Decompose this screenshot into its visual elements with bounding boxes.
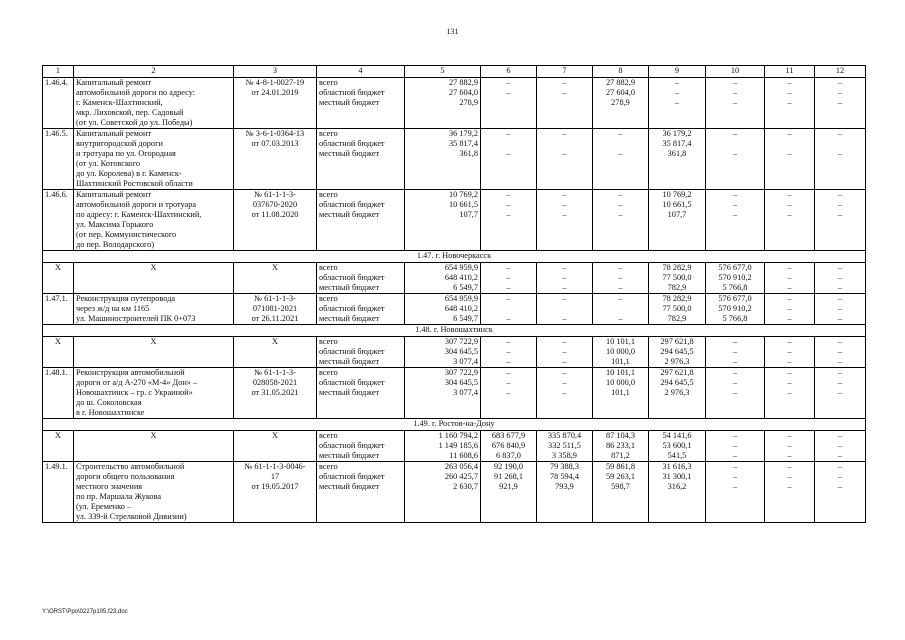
col-7: 79 388,3 78 594,4 793,9 [537,462,593,523]
col-5: 36 179,2 35 817,4 361,8 [405,129,481,190]
approval-doc: № 61-1-1-3- 037670-2020 от 11.08.2020 [234,190,317,251]
approval-doc: № 3-6-1-0364-13 от 07.03.2013 [234,129,317,190]
col-11: – – [765,129,815,190]
col-8: – – [593,294,649,325]
col-12: – – – [815,462,866,523]
col-8: 27 882,9 27 604,0 278,9 [593,78,649,129]
col-11: – – – [765,337,815,368]
col-11: – – – [765,368,815,419]
col-8: – – – [593,263,649,294]
col-7: – – [537,294,593,325]
row-id: Х [43,263,74,294]
budget-levels: всего областной бюджет местный бюджет [317,190,405,251]
col-5: 1 160 794,2 1 149 185,6 11 608,6 [405,431,481,462]
column-header: 11 [765,66,815,78]
object-name: Х [74,337,234,368]
col-6: – – – [481,368,537,419]
total-row [43,263,866,294]
approval-doc: Х [234,337,317,368]
object-name: Реконструкция путепровода через ж/д на км 1165 ул. Машиностроителей ПК 0+073 [74,294,234,325]
row-id: Х [43,431,74,462]
section-title: 1.49. г. Ростов-на-Дону [43,419,866,431]
budget-levels: всего областной бюджет местный бюджет [317,368,405,419]
section-row [43,251,866,263]
col-5: 263 056,4 260 425,7 2 630,7 [405,462,481,523]
column-header: 3 [234,66,317,78]
budget-table [42,65,866,523]
col-6: – – – [481,337,537,368]
col-9: 31 616,3 31 300,1 316,2 [649,462,706,523]
col-8: – – [593,129,649,190]
col-5: 27 882,9 27 604,0 278,9 [405,78,481,129]
column-header: 2 [74,66,234,78]
file-path: Y:\ORST\Ppo\0227p105.f23.doc [42,609,128,615]
col-11: – – – [765,431,815,462]
object-name: Реконструкция автомобильной дороги от а/д А-270 «М-4» Дон» – Новошахтинск – гр. с Украиной» до ш. Соколовская в г. Новошахтинске [74,368,234,419]
col-5: 654 959,9 648 410,2 6 549,7 [405,263,481,294]
table-body [43,66,866,523]
col-11: – – – [765,263,815,294]
col-6: 683 677,9 676 840,9 6 837,0 [481,431,537,462]
col-10: – – – [706,462,765,523]
section-title: 1.47. г. Новочеркасск [43,251,866,263]
col-11: – – – [765,294,815,325]
col-10: – – – [706,431,765,462]
row-id: 1.48.1. [43,368,74,419]
col-9: 297 621,8 294 645,5 2 976,3 [649,337,706,368]
col-12: – – – [815,337,866,368]
col-10: – – [706,129,765,190]
row-id: 1.49.1. [43,462,74,523]
budget-levels: всего областной бюджет местный бюджет [317,263,405,294]
approval-doc: № 61-1-1-3- 071081-2021 от 26.11.2021 [234,294,317,325]
approval-doc: Х [234,431,317,462]
col-12: – – – [815,263,866,294]
col-12: – – – [815,78,866,129]
col-8: 10 101,1 10 000,0 101,1 [593,337,649,368]
col-7: – – – [537,337,593,368]
object-name: Строительство автомобильной дороги общего пользования местного значения по пр. Маршала Жукова (ул. Еременко – ул. 339-й Стрелковой Дивизии) [74,462,234,523]
table-row [43,129,866,190]
col-6: – – [481,294,537,325]
section-title: 1.48. г. Новошахтинск [43,325,866,337]
col-8: – – – [593,190,649,251]
column-header: 9 [649,66,706,78]
col-9: – – – [649,78,706,129]
col-7: – – – [537,368,593,419]
object-name: Капитальный ремонт автомобильной дороги и тротуара по адресу: г. Каменск-Шахтинский, ул. Максима Горького (от пер. Коммунистического до пер. Володарского) [74,190,234,251]
col-5: 307 722,9 304 645,5 3 077,4 [405,337,481,368]
object-name: Х [74,263,234,294]
object-name: Капитальный ремонт автомобильной дороги по адресу: г. Каменск-Шахтинский, мкр. Лиховской, пер. Садовый (от ул. Советской до ул. Победы) [74,78,234,129]
col-8: 59 861,8 59 263,1 598,7 [593,462,649,523]
col-9: 10 769,2 10 661,5 107,7 [649,190,706,251]
col-7: – – – [537,190,593,251]
col-6: 92 190,0 91 268,1 921,9 [481,462,537,523]
col-6: – – [481,78,537,129]
approval-doc: № 61-1-1-3- 028058-2021 от 31.05.2021 [234,368,317,419]
column-header: 4 [317,66,405,78]
budget-levels: всего областной бюджет местный бюджет [317,78,405,129]
col-9: 78 282,9 77 500,0 782,9 [649,294,706,325]
page-number: 131 [446,27,459,36]
col-12: – – – [815,368,866,419]
column-header: 8 [593,66,649,78]
col-10: – – – [706,368,765,419]
col-9: 297 621,8 294 645,5 2 976,3 [649,368,706,419]
col-5: 307 722,9 304 645,5 3 077,4 [405,368,481,419]
col-12: – – – [815,294,866,325]
total-row [43,337,866,368]
col-12: – – – [815,431,866,462]
col-10: 576 677,0 570 910,2 5 766,8 [706,263,765,294]
table-row [43,78,866,129]
table-row [43,462,866,523]
table-row [43,294,866,325]
object-name: Капитальный ремонт внутригородской дороги и тротуара по ул. Огородная (от ул. Котовского до ул. Королева) в г. Каменск- Шахтинский Ростовской области [74,129,234,190]
col-10: – – – [706,78,765,129]
section-row [43,419,866,431]
column-header: 5 [405,66,481,78]
col-9: 36 179,2 35 817,4 361,8 [649,129,706,190]
col-10: – – – [706,190,765,251]
budget-levels: всего областной бюджет местный бюджет [317,129,405,190]
column-header: 7 [537,66,593,78]
approval-doc: Х [234,263,317,294]
approval-doc: № 4-8-1-0027-19 от 24.01.2019 [234,78,317,129]
col-10: – – – [706,337,765,368]
budget-levels: всего областной бюджет местный бюджет [317,337,405,368]
col-7: – – [537,129,593,190]
approval-doc: № 61-1-1-3-0046- 17 от 19.05.2017 [234,462,317,523]
section-row [43,325,866,337]
col-6: – – – [481,190,537,251]
col-12: – – [815,129,866,190]
row-id: 1.46.5. [43,129,74,190]
column-header: 6 [481,66,537,78]
col-8: 87 104,3 86 233,1 871,2 [593,431,649,462]
col-10: 576 677,0 570 910,2 5 766,8 [706,294,765,325]
col-7: – – – [537,263,593,294]
col-7: 335 870,4 332 511,5 3 358,9 [537,431,593,462]
table-row [43,368,866,419]
col-11: – – – [765,190,815,251]
budget-levels: всего областной бюджет местный бюджет [317,431,405,462]
budget-levels: всего областной бюджет местный бюджет [317,462,405,523]
col-12: – – – [815,190,866,251]
col-9: 78 282,9 77 500,0 782,9 [649,263,706,294]
col-8: 10 101,1 10 000,0 101,1 [593,368,649,419]
row-id: Х [43,337,74,368]
col-9: 54 141,6 53 600,1 541,5 [649,431,706,462]
col-7: – – [537,78,593,129]
column-header: 10 [706,66,765,78]
col-5: 654 959,9 648 410,2 6 549,7 [405,294,481,325]
col-11: – – – [765,78,815,129]
column-header: 1 [43,66,74,78]
col-5: 10 769,2 10 661,5 107,7 [405,190,481,251]
col-6: – – [481,129,537,190]
table-row [43,190,866,251]
row-id: 1.46.6. [43,190,74,251]
object-name: Х [74,431,234,462]
row-id: 1.46.4. [43,78,74,129]
header-row [43,66,866,78]
total-row [43,431,866,462]
row-id: 1.47.1. [43,294,74,325]
col-11: – – – [765,462,815,523]
column-header: 12 [815,66,866,78]
budget-levels: всего областной бюджет местный бюджет [317,294,405,325]
col-6: – – – [481,263,537,294]
